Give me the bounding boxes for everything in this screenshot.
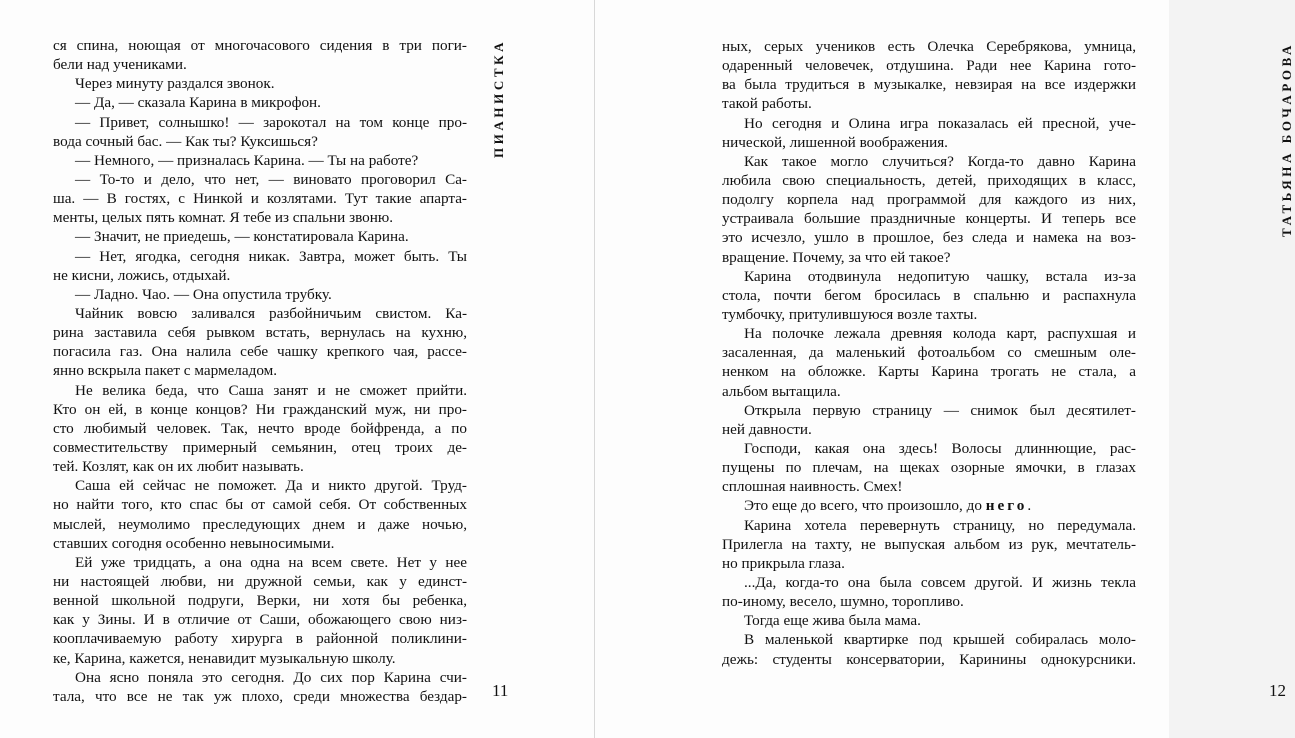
text-line: альбом вытащила. — [722, 382, 841, 400]
text-line: — Немного, — призналась Карина. — Ты на работе? — [75, 151, 419, 169]
text-line: это исчезло, ушло в прошлое, без следа и намека на воз- — [722, 229, 1136, 247]
text-line: мыслей, неумолимо преследующих днем и даже ночью, — [53, 515, 467, 533]
text-line: Карина отодвинула недопитую чашку, встала из-за — [744, 267, 1136, 285]
left-page — [0, 0, 594, 738]
text-line: ся спина, ноющая от многочасового сидения в три поги- — [53, 37, 467, 54]
text-line: — То-то и дело, что нет, — виновато проговорил Са- — [75, 170, 467, 188]
text-line: Тогда еще жива была мама. — [744, 612, 921, 630]
text-line: ставших согодня особенно невыносимыми. — [53, 534, 335, 552]
running-head-author: ТАТЬЯНА БОЧАРОВА — [1279, 41, 1294, 237]
right-page-text — [722, 37, 1136, 669]
text-line: Ей уже тридцать, а она одна на всем свете. Нет у нее — [75, 553, 467, 571]
text-line: как у Зины. И в отличие от Саши, обожающего свою низ- — [53, 611, 467, 629]
text-line: ...Да, когда-то она была совсем другой. И жизнь текла — [744, 573, 1136, 591]
text-line: Она ясно поняла это сегодня. До сих пор Карина счи- — [75, 668, 467, 686]
text-line: Карина хотела перевернуть страницу, но передумала. — [744, 516, 1136, 534]
text-line: вращение. Почему, за что ей такое? — [722, 248, 951, 266]
text-line: Кто он ей, в конце концов? Ни гражданский муж, ни про- — [53, 400, 467, 418]
text-line: Это еще до всего, что произошло, до него. — [744, 497, 1032, 515]
page-number-left: 11 — [492, 681, 509, 700]
text-line: сплошная наивность. Смех! — [722, 478, 903, 496]
text-line: Как такое могло случиться? Когда-то давно Карина — [744, 152, 1136, 170]
text-line: янно вскрыла пакет с мармеладом. — [53, 362, 278, 380]
text-line: — Значит, не приедешь, — констатировала Карина. — [75, 228, 409, 246]
text-line: любила свою специальность, детей, приходящих в класс, — [722, 171, 1136, 189]
text-line: по-иному, весело, шумно, торопливо. — [722, 593, 964, 611]
text-line: ненком на обложке. Карты Карина трогать не стала, а — [722, 363, 1136, 381]
text-line: тумбочку, притулившуюся возле тахты. — [722, 305, 978, 323]
text-line: Прилегла на тахту, не выпуская альбом из рук, мечтатель- — [722, 535, 1136, 553]
emphasized-word: него — [985, 497, 1028, 515]
text-line: ва была трудиться в музыкалке, невзирая на все издержки — [722, 76, 1136, 94]
page-number-right: 12 — [1269, 681, 1286, 700]
text-line: одаренный человечек, отдушина. Ради нее Карина гото- — [722, 57, 1136, 75]
text-line: нической, лишенной воображения. — [722, 133, 948, 151]
text-line: совместительству примерный семьянин, отец троих де- — [53, 438, 467, 456]
text-line: подолгу корпела над программой для каждого из них, — [722, 191, 1136, 209]
text-line: — Да, — сказала Карина в микрофон. — [75, 94, 321, 112]
text-line: — Привет, солнышко! — зарокотал на том конце про- — [75, 113, 467, 131]
text-line: сто любимый человек. Так, нечто вроде бойфренда, а по — [53, 419, 467, 437]
text-line: бели над учениками. — [53, 56, 187, 74]
text-line: ке, Карина, кажется, ненавидит музыкальную школу. — [53, 649, 396, 667]
text-line: пущены по плечам, на щеках озорные ямочки, в глазах — [722, 459, 1136, 477]
text-line: Но сегодня и Олина игра показалась ей пресной, уче- — [744, 114, 1136, 132]
text-line: Через минуту раздался звонок. — [75, 75, 275, 93]
text-line: устраивала большие праздничные концерты. И теперь все — [722, 210, 1136, 228]
text-line: но найти того, кто спас бы от самой себя. От собственных — [53, 496, 467, 514]
text-line: Саша ей сейчас не поможет. Да и никто другой. Труд- — [75, 477, 467, 495]
text-line: ных, серых учеников есть Олечка Серебрякова, умница, — [722, 38, 1136, 55]
text-line: стола, почти бегом бросилась в спальню и распахнула — [722, 286, 1136, 304]
text-line: Открыла первую страницу — снимок был десятилет- — [744, 401, 1136, 419]
text-line: Не велика беда, что Саша занят и не сможет прийти. — [75, 381, 467, 399]
text-line: рина заставила себя рывком встать, вернулась на кухню, — [53, 324, 467, 342]
text-line: тей. Козлят, как он их любит называть. — [53, 458, 304, 476]
text-line: но прикрыла глаза. — [722, 554, 845, 572]
text-line: такой работы. — [722, 95, 812, 113]
text-line: засаленная, да маленький фотоальбом со смешным оле- — [722, 344, 1136, 362]
running-head-title: ПИАНИСТКА — [491, 38, 506, 158]
text-line: не кисни, ложись, отдыхай. — [53, 266, 231, 284]
text-line: В маленькой квартирке под крышей собиралась моло- — [744, 631, 1136, 649]
text-line: венной школьной подруги, Верки, ни хотя бы ребенка, — [53, 592, 467, 610]
text-line: — Нет, ягодка, сегодня никак. Завтра, может быть. Ты — [75, 247, 467, 265]
text-line: погасила газ. Она налила себе чашку крепкого чая, рассе- — [53, 343, 467, 361]
text-line: ни настоящей любви, ни дружной семьи, как у единст- — [53, 572, 467, 590]
text-line: тала, что все не так уж плохо, среди множества бездар- — [53, 687, 467, 705]
right-page — [595, 0, 1294, 738]
text-line: вода сочный бас. — Как ты? Куксишься? — [53, 132, 318, 150]
text-line: ней давности. — [722, 420, 812, 438]
text-line: кооплачиваемую работу хирурга в районной поликлини- — [53, 630, 467, 648]
text-line: Господи, какая она здесь! Волосы длиннющие, рас- — [744, 439, 1136, 457]
left-page-text — [53, 36, 467, 706]
text-line: менты, целых пять комнат. Я тебе из спальни звоню. — [53, 209, 394, 227]
text-line: дежь: студенты консерватории, Каринины однокурсники. — [722, 650, 1136, 668]
text-line: На полочке лежала древняя колода карт, распухшая и — [744, 325, 1136, 343]
text-line: Чайник вовсю заливался разбойничьим свистом. Ка- — [75, 304, 467, 322]
text-line: — Ладно. Чао. — Она опустила трубку. — [75, 285, 332, 303]
text-line: ша. — В гостях, с Нинкой и козлятами. Тут такие апарта- — [53, 190, 467, 208]
